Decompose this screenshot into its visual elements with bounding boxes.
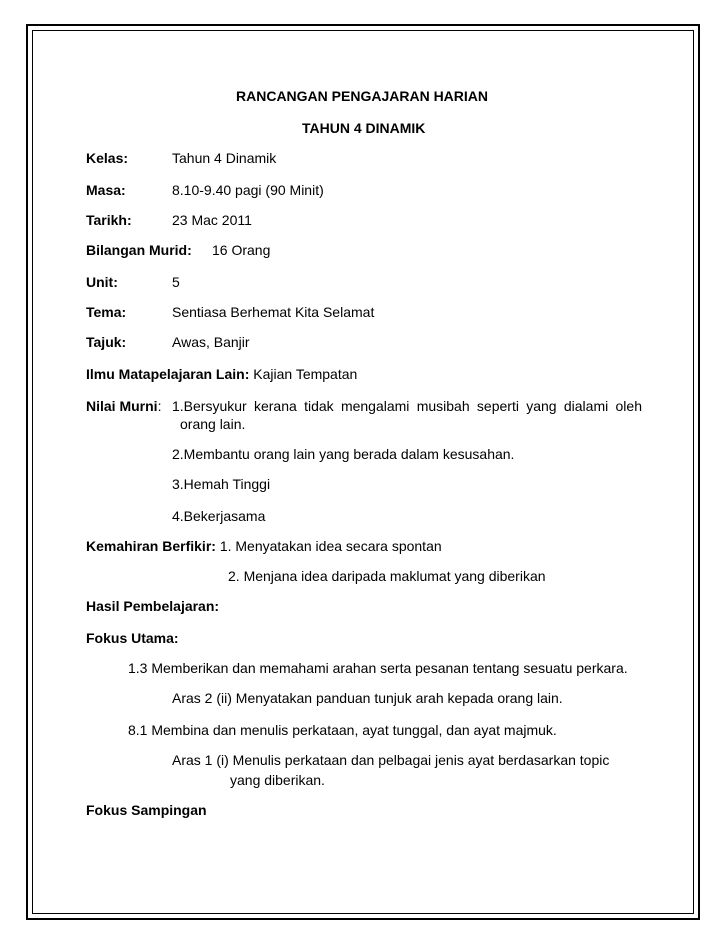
ilmu-label: Ilmu Matapelajaran Lain: bbox=[86, 366, 250, 382]
kemahiran-item1: 1. Menyatakan idea secara spontan bbox=[219, 538, 442, 554]
kelas-value: Tahun 4 Dinamik bbox=[172, 150, 277, 166]
kelas-label: Kelas: bbox=[86, 150, 129, 166]
tema-label: Tema: bbox=[86, 304, 127, 320]
fokus-sampingan-label: Fokus Sampingan bbox=[86, 802, 207, 818]
fokus-utama-p2: 8.1 Membina dan menulis perkataan, ayat tunggal, dan ayat majmuk. bbox=[128, 722, 557, 738]
unit-label: Unit: bbox=[86, 274, 118, 290]
nilai-murni-item4: 4.Bekerjasama bbox=[172, 508, 266, 524]
unit-value: 5 bbox=[172, 274, 180, 290]
kemahiran-label: Kemahiran Berfikir: bbox=[86, 538, 216, 554]
bilangan-value: 16 Orang bbox=[212, 242, 271, 258]
nilai-murni-label: Nilai Murni bbox=[86, 398, 158, 414]
nilai-murni-item1-line2: orang lain. bbox=[180, 416, 246, 432]
fokus-utama-p1-aras: Aras 2 (ii) Menyatakan panduan tunjuk arah kepada orang lain. bbox=[172, 690, 563, 706]
page-border-inner bbox=[32, 30, 694, 914]
fokus-utama-label: Fokus Utama: bbox=[86, 630, 179, 646]
document-title: RANCANGAN PENGAJARAN HARIAN bbox=[236, 88, 489, 104]
tema-value: Sentiasa Berhemat Kita Selamat bbox=[172, 304, 375, 320]
fokus-utama-p2-aras-line1: Aras 1 (i) Menulis perkataan dan pelbagai jenis ayat berdasarkan topic bbox=[172, 752, 610, 768]
nilai-murni-label-row bbox=[86, 398, 161, 415]
fokus-utama-p1: 1.3 Memberikan dan memahami arahan serta pesanan tentang sesuatu perkara. bbox=[128, 660, 628, 676]
tajuk-value: Awas, Banjir bbox=[172, 334, 250, 350]
masa-value: 8.10-9.40 pagi (90 Minit) bbox=[172, 182, 324, 198]
kemahiran-item2: 2. Menjana idea daripada maklumat yang diberikan bbox=[228, 568, 546, 584]
document-subtitle: TAHUN 4 DINAMIK bbox=[302, 120, 426, 136]
nilai-murni-item3: 3.Hemah Tinggi bbox=[172, 476, 271, 492]
bilangan-label: Bilangan Murid: bbox=[86, 242, 192, 258]
hasil-label: Hasil Pembelajaran: bbox=[86, 598, 220, 614]
nilai-murni-item1-line1: 1.Bersyukur kerana tidak mengalami musibah seperti yang dialami oleh bbox=[172, 398, 642, 414]
fokus-utama-p2-aras-line2: yang diberikan. bbox=[230, 772, 325, 788]
kemahiran-row bbox=[86, 538, 442, 555]
ilmu-row bbox=[86, 366, 357, 383]
tarikh-value: 23 Mac 2011 bbox=[172, 212, 252, 228]
tajuk-label: Tajuk: bbox=[86, 334, 127, 350]
masa-label: Masa: bbox=[86, 182, 126, 198]
ilmu-value: Kajian Tempatan bbox=[253, 366, 358, 382]
tarikh-label: Tarikh: bbox=[86, 212, 132, 228]
nilai-murni-item2: 2.Membantu orang lain yang berada dalam kesusahan. bbox=[172, 446, 515, 462]
nilai-murni-colon: : bbox=[157, 398, 162, 414]
